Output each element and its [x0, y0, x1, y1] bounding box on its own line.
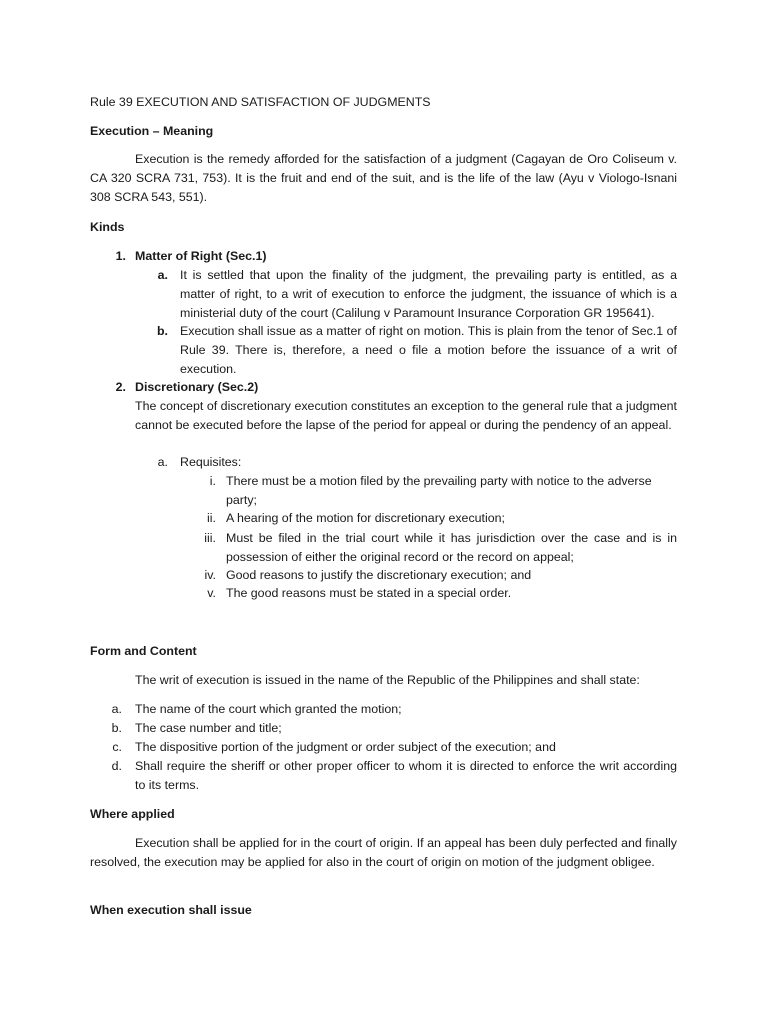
heading-form-and-content: Form and Content	[90, 644, 197, 658]
where-paragraph: Execution shall be applied for in the court of origin. If an appeal has been duly perfected and finally resolved, the execution may be applied for also in the court of origin on motion of the judgment obligee.	[90, 836, 677, 869]
discretionary-paragraph: The concept of discretionary execution constitutes an exception to the general rule that a judgment cannot be executed before the lapse of the period for appeal or during the pendency of an appeal.	[135, 399, 677, 432]
requisite-i: There must be a motion filed by the prevailing party with notice to the adverse party;	[226, 474, 652, 507]
sub-marker-b: b.	[156, 324, 168, 338]
sub-marker-a: a.	[157, 268, 168, 282]
requisite-marker-i: i.	[209, 474, 216, 488]
requisite-ii: A hearing of the motion for discretionary execution;	[226, 511, 505, 525]
form-marker-a: a.	[111, 702, 122, 716]
requisites-marker: a.	[157, 455, 168, 469]
sub-item-b: Execution shall issue as a matter of right on motion. This is plain from the tenor of Sec.1 of Rule 39. There is, therefore, a need o file a motion before the issuance of a writ of execution.	[180, 324, 677, 376]
form-item-d: Shall require the sheriff or other proper officer to whom it is directed to enforce the writ according to its terms.	[135, 759, 677, 792]
requisite-marker-iv: iv.	[204, 568, 216, 582]
heading-execution-meaning: Execution – Meaning	[90, 124, 214, 138]
heading-when-execution: When execution shall issue	[90, 903, 252, 917]
form-paragraph: The writ of execution is issued in the name of the Republic of the Philippines and shall state:	[135, 673, 640, 687]
requisites-label: Requisites:	[180, 455, 242, 469]
list-number-1: 1.	[115, 249, 126, 263]
form-item-b: The case number and title;	[135, 721, 282, 735]
heading-where-applied: Where applied	[90, 807, 175, 821]
form-marker-b: b.	[111, 721, 122, 735]
requisite-iv: Good reasons to justify the discretionary execution; and	[226, 568, 532, 582]
sub-item-a: It is settled that upon the finality of the judgment, the prevailing party is entitled, as a matter of right, to a writ of execution to enforce the judgment, the issuance of which is a ministerial duty of the court (Calilung v Paramount Insurance Corporation GR 195641).	[180, 268, 677, 320]
form-item-a: The name of the court which granted the motion;	[135, 702, 402, 716]
form-marker-c: c.	[112, 740, 122, 754]
requisite-iii: Must be filed in the trial court while it has jurisdiction over the case and is in possession of either the original record or the record on appeal;	[226, 531, 677, 564]
form-item-c: The dispositive portion of the judgment or order subject of the execution; and	[135, 740, 556, 754]
form-marker-d: d.	[111, 759, 122, 773]
requisite-marker-ii: ii.	[207, 511, 216, 525]
meaning-paragraph: Execution is the remedy afforded for the satisfaction of a judgment (Cagayan de Oro Coliseum v. CA 320 SCRA 731, 753). It is the fruit and end of the suit, and is the life of the law (Ayu v Viologo-Isnani 308 SCRA 543, 551).	[90, 152, 677, 204]
requisite-marker-v: v.	[207, 586, 216, 600]
requisite-v: The good reasons must be stated in a special order.	[226, 586, 512, 600]
heading-kinds: Kinds	[90, 220, 125, 234]
kind-matter-of-right: Matter of Right (Sec.1)	[135, 249, 267, 263]
list-number-2: 2.	[115, 380, 126, 394]
document-title: Rule 39 EXECUTION AND SATISFACTION OF JUDGMENTS	[90, 95, 431, 109]
kind-discretionary: Discretionary (Sec.2)	[135, 380, 259, 394]
requisite-marker-iii: iii.	[204, 531, 216, 545]
